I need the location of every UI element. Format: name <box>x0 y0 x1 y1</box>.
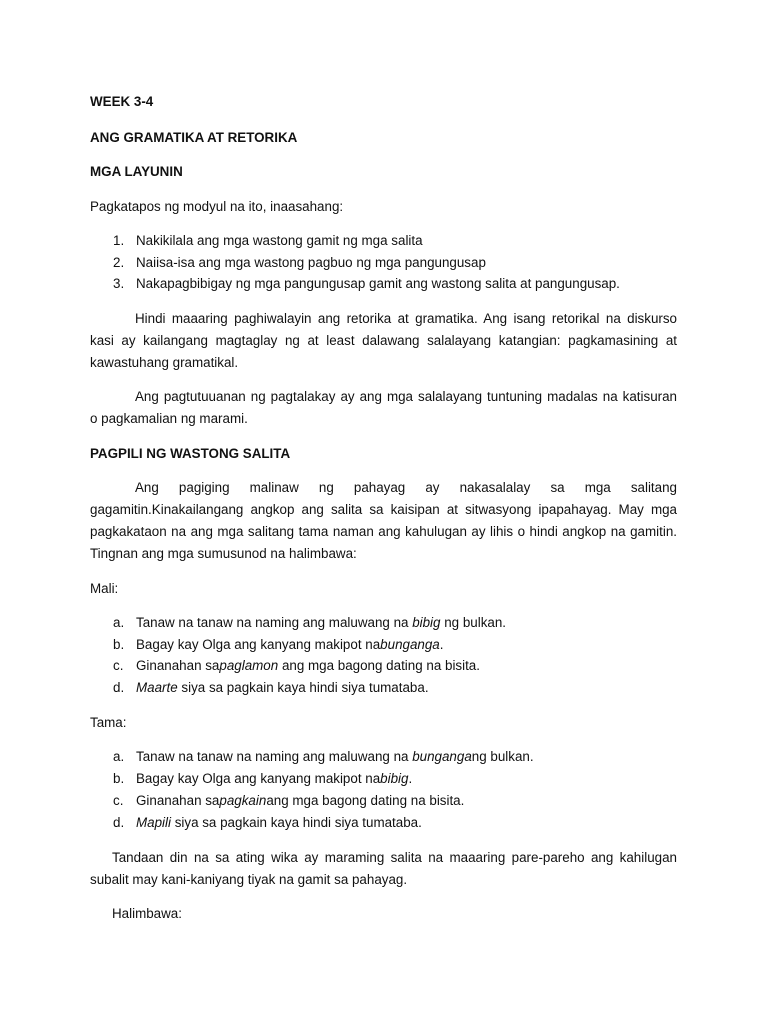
document-title: ANG GRAMATIKA AT RETORIKA <box>90 130 298 145</box>
word: ng <box>318 480 334 495</box>
paragraph-line: Tingnan ang mga sumusunod na halimbawa: <box>90 546 357 561</box>
paragraph-line <box>135 480 677 496</box>
list-item: Bagay kay Olga ang kanyang makipot nabunganga. <box>136 637 444 652</box>
paragraph-line: subalit may kani-kaniyang tiyak na gamit sa pahayag. <box>90 872 408 887</box>
paragraph-line: Tandaan din na sa ating wika ay maraming salita na maaaring pare-pareho ang kahilugan <box>112 850 677 865</box>
list-item: Nakapagbibigay ng mga pangungusap gamit ang wastong salita at pangungusap. <box>136 276 620 291</box>
paragraph-line: Ang pagtutuuanan ng pagtalakay ay ang mga salalayang tuntuning madalas na katisuran <box>135 389 677 404</box>
word: ay <box>425 480 440 495</box>
tama-label: Tama: <box>90 715 127 730</box>
list-item: Tanaw na tanaw na naming ang maluwang na bungangang bulkan. <box>136 749 534 764</box>
word: pagiging <box>178 480 230 495</box>
list-letter: d. <box>113 680 125 695</box>
list-item: Mapili siya sa pagkain kaya hindi siya tumataba. <box>136 815 422 830</box>
objectives-intro: Pagkatapos ng modyul na ito, inaasahang: <box>90 199 344 214</box>
emphasized-word: bibig <box>412 615 441 630</box>
list-letter: b. <box>113 637 125 652</box>
paragraph-line: kawastuhang gramatikal. <box>90 355 239 370</box>
emphasized-word: Mapili <box>136 815 171 830</box>
list-number: 2. <box>113 255 125 270</box>
emphasized-word: bibig <box>380 771 409 786</box>
list-number: 1. <box>113 233 125 248</box>
list-item: Maarte siya sa pagkain kaya hindi siya tumataba. <box>136 680 429 695</box>
word: Ang <box>135 480 159 495</box>
word: sa <box>550 480 565 495</box>
emphasized-word: bunganga <box>380 637 440 652</box>
list-letter: c. <box>113 658 124 673</box>
emphasized-word: paglamon <box>219 658 279 673</box>
paragraph-line: Hindi maaaring paghiwalayin ang retorika at gramatika. Ang isang retorikal na diskurso <box>135 311 677 326</box>
list-number: 3. <box>113 276 125 291</box>
word: salitang <box>630 480 677 495</box>
paragraph-line: o pagkamalian ng marami. <box>90 411 248 426</box>
list-letter: b. <box>113 771 125 786</box>
word: malinaw <box>249 480 299 495</box>
list-letter: a. <box>113 615 125 630</box>
list-letter: c. <box>113 793 124 808</box>
list-item: Bagay kay Olga ang kanyang makipot nabibig. <box>136 771 413 786</box>
paragraph-line: kasi ay kailangang magtaglay ng at least dalawang salalayang katangian: pagkamasining at <box>90 333 677 348</box>
emphasized-word: Maarte <box>136 680 178 695</box>
word: mga <box>584 480 611 495</box>
emphasized-word: pagkain <box>219 793 267 808</box>
week-label: WEEK 3-4 <box>90 94 154 109</box>
list-item: Ginanahan sapagkainang mga bagong dating na bisita. <box>136 793 465 808</box>
list-item: Nakikilala ang mga wastong gamit ng mga salita <box>136 233 423 248</box>
list-item: Ginanahan sapaglamon ang mga bagong dating na bisita. <box>136 658 480 673</box>
list-item: Tanaw na tanaw na naming ang maluwang na bibig ng bulkan. <box>136 615 506 630</box>
list-letter: d. <box>113 815 125 830</box>
mali-label: Mali: <box>90 581 119 596</box>
paragraph-line: pagkakataon na ang mga salitang tama naman ang kahulugan ay lihis o hindi angkop na gamitin. <box>90 524 677 539</box>
halimbawa-label: Halimbawa: <box>112 906 182 921</box>
list-item: Naiisa-isa ang mga wastong pagbuo ng mga pangungusap <box>136 255 486 270</box>
emphasized-word: bunganga <box>412 749 472 764</box>
paragraph-line: gagamitin.Kinakailangang angkop ang salita sa kaisipan at sitwasyong ipapahayag. May mga <box>90 502 677 517</box>
word: nakasalalay <box>459 480 531 495</box>
list-letter: a. <box>113 749 125 764</box>
word: pahayag <box>353 480 406 495</box>
section-heading: PAGPILI NG WASTONG SALITA <box>90 446 291 461</box>
objectives-heading: MGA LAYUNIN <box>90 164 183 179</box>
